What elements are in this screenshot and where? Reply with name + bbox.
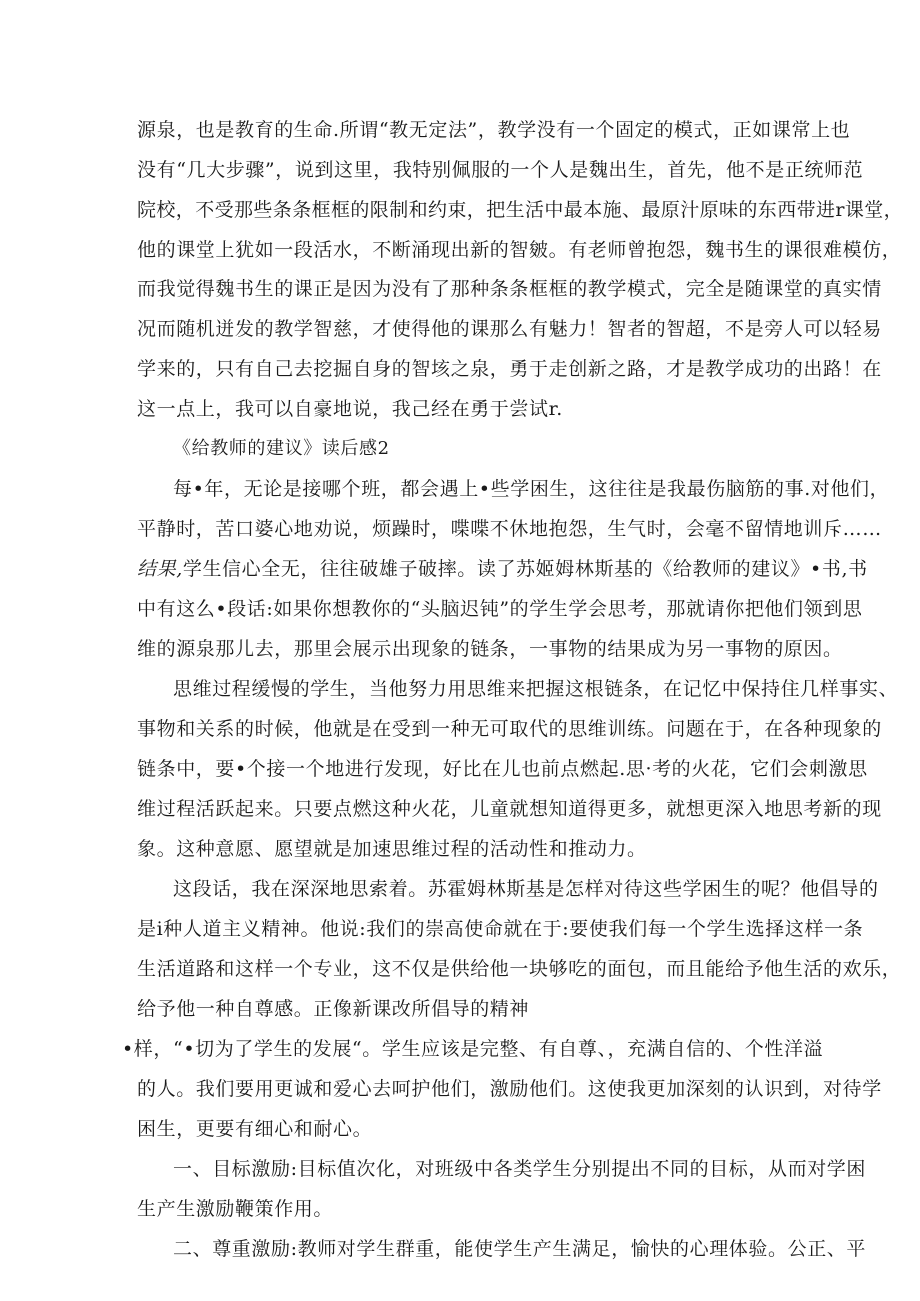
- text-line: 没有“几大步骤”，说到这里，我特别佩服的一个人是魏出生，首先，他不是正统师范: [137, 159, 864, 181]
- text-line: 生活道路和这样一个专业，这不仅是供给他一块够吃的面包，而且能给予他生活的欢乐，: [137, 958, 902, 980]
- text-line: 他的课堂上犹如一段活水，不断涌现出新的智皴。有老师曾抱怨，魏书生的课很难模仿，: [137, 239, 902, 261]
- text-line: 况而随机迸发的教学智慈，才使得他的课那么有魅力！智者的智超，不是旁人可以轻易: [137, 318, 882, 340]
- text-line: •样，“•切为了学生的发展“。学生应该是完整、有自尊、，充满自信的、个性洋溢: [122, 1038, 824, 1060]
- text-line: 平静时，苦口婆心地劝说，烦躁时，喋喋不休地抱怨，生气时，会毫不留情地训斥……: [137, 518, 882, 540]
- text-line: 维过程活跃起来。只要点燃这种火花，儿童就想知道得更多，就想更深入地思考新的现: [137, 798, 882, 820]
- text-line: 思维过程缓慢的学生，当他努力用思维来把握这根链条，在记忆中保持住几样事实、: [173, 678, 899, 700]
- text-line: 而我觉得魏书生的课正是因为没有了那种条条框框的教学模式，完全是随课堂的真实情: [137, 278, 882, 300]
- text-line: 链条中，要•个接一个地进行发现，好比在儿也前点燃起.思·考的火花，它们会刺激思: [137, 758, 868, 780]
- text-line: 困生，更要有细心和耐心。: [137, 1118, 373, 1140]
- text-line: 生产生激励鞭策作用。: [137, 1198, 334, 1220]
- text-line: 象。这种意愿、愿望就是加速思维过程的活动性和推动力。: [137, 838, 647, 860]
- text-line: 学来的，只有自己去挖掘自身的智垓之泉，勇于走创新之路，才是教学成功的出路！在: [137, 358, 882, 380]
- text-line: 的人。我们要用更诚和爱心去呵护他们，激励他们。这使我更加深刻的认识到，对待学: [137, 1078, 882, 1100]
- text-line: 这段话，我在深深地思索着。苏霍姆林斯基是怎样对待这些学困生的呢？他倡导的: [173, 878, 879, 900]
- text-line: 每•年，无论是接哪个班，都会遇上•些学困生，这往往是我最伤脑筋的事.对他们，: [173, 478, 890, 500]
- text-line: 一、目标激励:目标值次化，对班级中各类学生分别提出不同的目标，从而对学困: [173, 1158, 867, 1180]
- text-line: 给予他一种自尊感。正像新课改所倡导的精神: [137, 998, 530, 1020]
- text-line: 事物和关系的时候，他就是在受到一种无可取代的思维训练。问题在于，在各种现象的: [137, 718, 882, 740]
- text-line: 是ⅰ种人道主义精神。他说:我们的崇高使命就在于:要使我们每一个学生选择这样一条: [137, 918, 864, 940]
- text-line: 二、尊重激励:教师对学生群重，能使学生产生满足，愉快的心理体验。公正、平: [173, 1238, 867, 1260]
- text-line-rest: 学生信心全无，往往破雄子破摔。读了苏姬姆林斯基的《给教师的建议》•书,书: [182, 558, 868, 580]
- text-line: 院校，不受那些条条框框的限制和约束，把生活中最本施、最原汁原味的东西带进r课堂，: [137, 199, 904, 221]
- section-heading: 《给教师的建议》读后感2: [173, 438, 390, 459]
- text-line: 中有这么•段话:如果你想教你的“头脑迟钝”的学生学会思考，那就请你把他们领到思: [137, 598, 863, 620]
- text-line: 源泉，也是教育的生命.所谓“教无定法”，教学没有一个固定的模式，正如课常上也: [137, 119, 851, 141]
- text-line: 这一点上，我可以自豪地说，我己经在勇于尝试r.: [137, 398, 563, 420]
- text-line: [137, 557, 868, 581]
- italic-phrase: 结果,: [137, 558, 183, 580]
- text-line: 维的源泉那儿去，那里会展示出现象的链条，一事物的结果成为另一事物的原因。: [137, 638, 843, 660]
